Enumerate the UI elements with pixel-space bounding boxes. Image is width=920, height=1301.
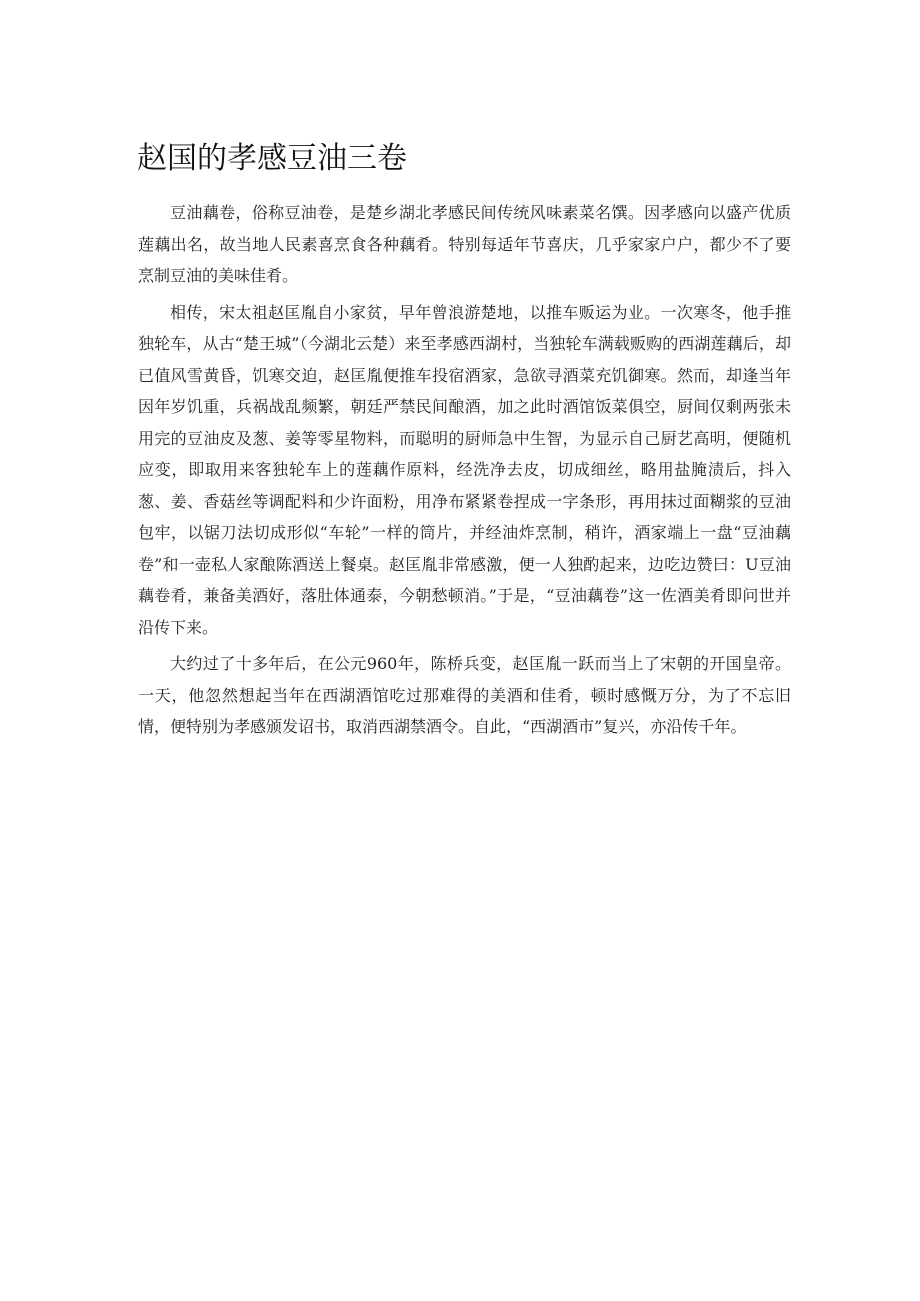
document-title: 赵国的孝感豆油三卷 xyxy=(137,141,407,176)
paragraph-intro: 豆油藕卷，俗称豆油卷，是楚乡湖北孝感民间传统风味素菜名馔。因孝感向以盛产优质莲藕出名，故当地人民素喜烹食各种藕肴。特别每适年节喜庆，几乎家家户户，都少不了要烹制豆油的美味佳肴。 xyxy=(138,203,791,285)
paragraph-history: 大约过了十多年后，在公元960年，陈桥兵变，赵匡胤一跃而当上了宋朝的开国皇帝。一天，他忽然想起当年在西湖酒馆吃过那难得的美酒和佳肴，顿时感慨万分，为了不忘旧情，便特别为孝感颁发诏书，取消西湖禁酒令。自此，“西湖酒市”复兴，亦沿传千年。 xyxy=(138,654,791,736)
document-body xyxy=(138,197,791,743)
paragraph-legend: 相传，宋太祖赵匡胤自小家贫，早年曾浪游楚地，以推车贩运为业。一次寒冬，他手推独轮车，从古“楚王城”（今湖北云楚）来至孝感西湖村，当独轮车满载贩购的西湖莲藕后，却已值风雪黄昏，饥寒交迫，赵匡胤便推车投宿酒家，急欲寻酒菜充饥御寒。然而，却逢当年因年岁饥重，兵祸战乱频繁，朝廷严禁民间酿酒，加之此时酒馆饭菜俱空，厨间仅剩两张未用完的豆油皮及葱、姜等零星物料，而聪明的厨师急中生智，为显示自己厨艺高明，便随机应变，即取用来客独轮车上的莲藕作原料，经洗净去皮，切成细丝，略用盐腌渍后，抖入葱、姜、香菇丝等调配料和少许面粉，用净布紧紧卷捏成一字条形，再用抹过面糊浆的豆油包牢，以锯刀法切成形似“车轮”一样的筒片，并经油炸烹制，稍许，酒家端上一盘“豆油藕卷”和一壶私人家酿陈酒送上餐桌。赵匡胤非常感激，便一人独酌起来，边吃边赞曰：U豆油藕卷肴，兼备美酒好，落肚体通泰，今朝愁顿消。”于是，“豆油藕卷”这一佐酒美肴即问世并沿传下来。 xyxy=(138,302,791,637)
